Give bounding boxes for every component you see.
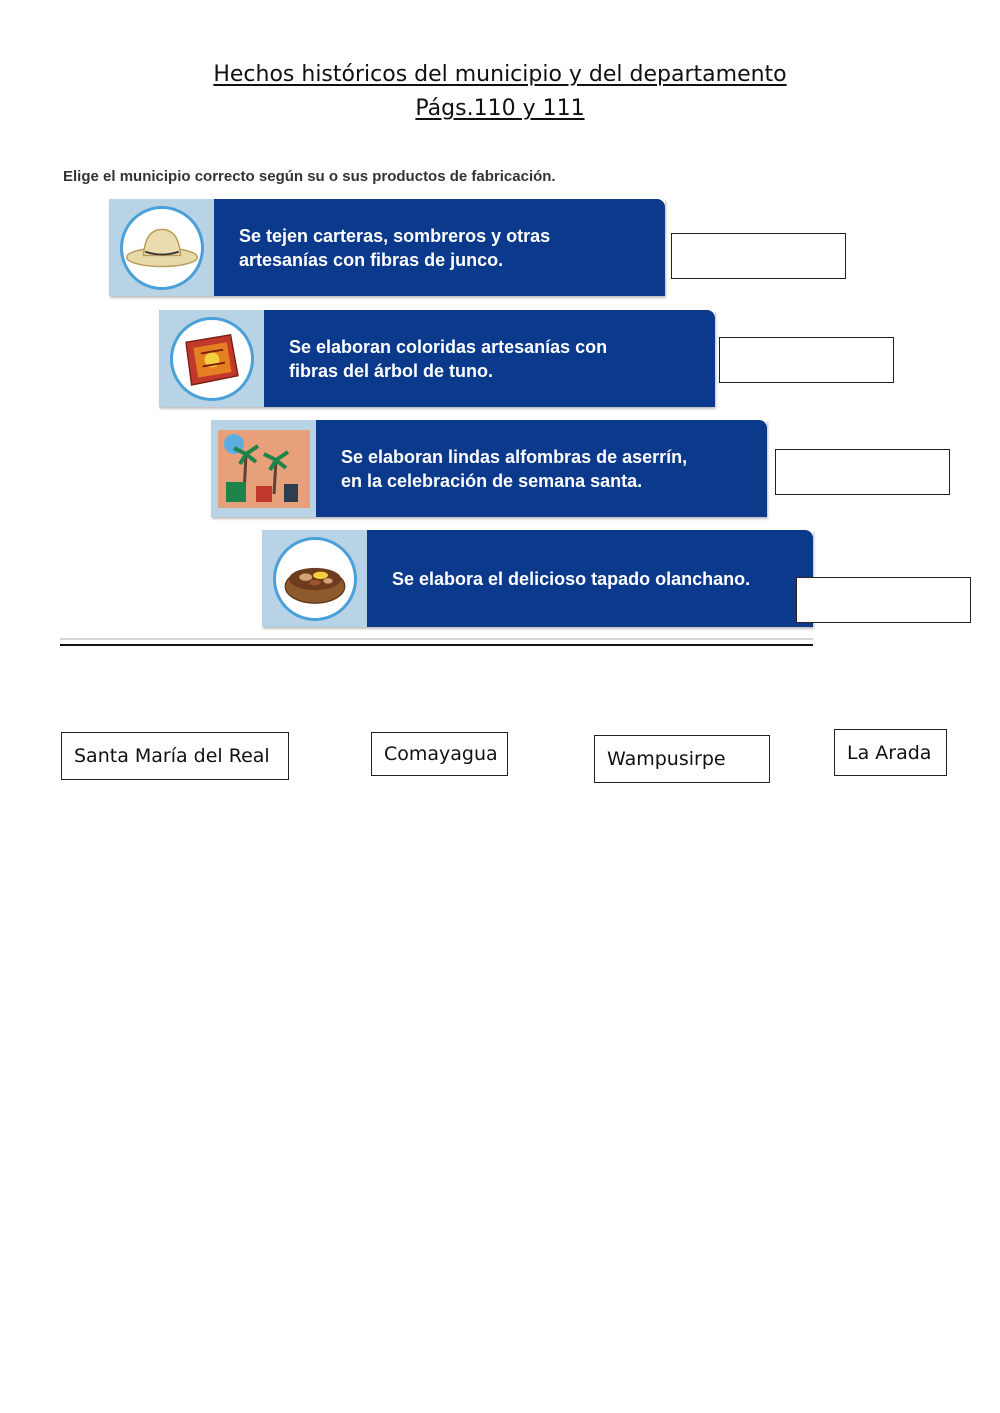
statement-text-panel bbox=[367, 530, 813, 627]
statement-card-3 bbox=[211, 420, 767, 517]
option-la-arada[interactable]: La Arada bbox=[834, 729, 947, 776]
statement-card-4 bbox=[262, 530, 813, 627]
option-comayagua[interactable]: Comayagua bbox=[371, 732, 508, 776]
option-wampusirpe[interactable]: Wampusirpe bbox=[594, 735, 770, 783]
statement-line: fibras del árbol de tuno. bbox=[289, 360, 494, 381]
card-thumbnail bbox=[262, 530, 367, 627]
answer-box-4[interactable] bbox=[796, 577, 971, 623]
divider bbox=[60, 638, 813, 640]
straw-hat-icon bbox=[123, 206, 201, 290]
answer-box-1[interactable] bbox=[671, 233, 846, 279]
page-title: Hechos históricos del municipio y del departamento bbox=[213, 62, 787, 87]
statement-text-panel bbox=[264, 310, 715, 407]
answer-box-3[interactable] bbox=[775, 449, 950, 495]
answer-box-2[interactable] bbox=[719, 337, 894, 383]
statement-text-panel bbox=[214, 199, 665, 296]
card-thumbnail bbox=[211, 420, 316, 517]
sawdust-carpet-icon bbox=[214, 424, 314, 514]
statement-line: artesanías con fibras de junco. bbox=[239, 249, 504, 270]
page-reference: Págs.110 y 111 bbox=[415, 96, 585, 121]
card-thumbnail bbox=[109, 199, 214, 296]
card-thumbnail bbox=[159, 310, 264, 407]
statement-line: Se elaboran coloridas artesanías con bbox=[289, 336, 608, 357]
instruction-text: Elige el municipio correcto según su o sus productos de fabricación. bbox=[63, 168, 556, 185]
statement-card-2 bbox=[159, 310, 715, 407]
food-bowl-icon bbox=[276, 537, 354, 621]
statement-card-1 bbox=[109, 199, 665, 296]
statement-line: Se tejen carteras, sombreros y otras bbox=[239, 225, 551, 246]
divider bbox=[60, 644, 813, 646]
statement-text-panel bbox=[316, 420, 767, 517]
statement-line: en la celebración de semana santa. bbox=[341, 470, 643, 491]
woven-rug-icon bbox=[173, 317, 251, 401]
option-santa-maria-del-real[interactable]: Santa María del Real bbox=[61, 732, 289, 780]
statement-line: Se elaboran lindas alfombras de aserrín, bbox=[341, 446, 688, 467]
statement-line: Se elabora el delicioso tapado olanchano. bbox=[392, 568, 751, 589]
